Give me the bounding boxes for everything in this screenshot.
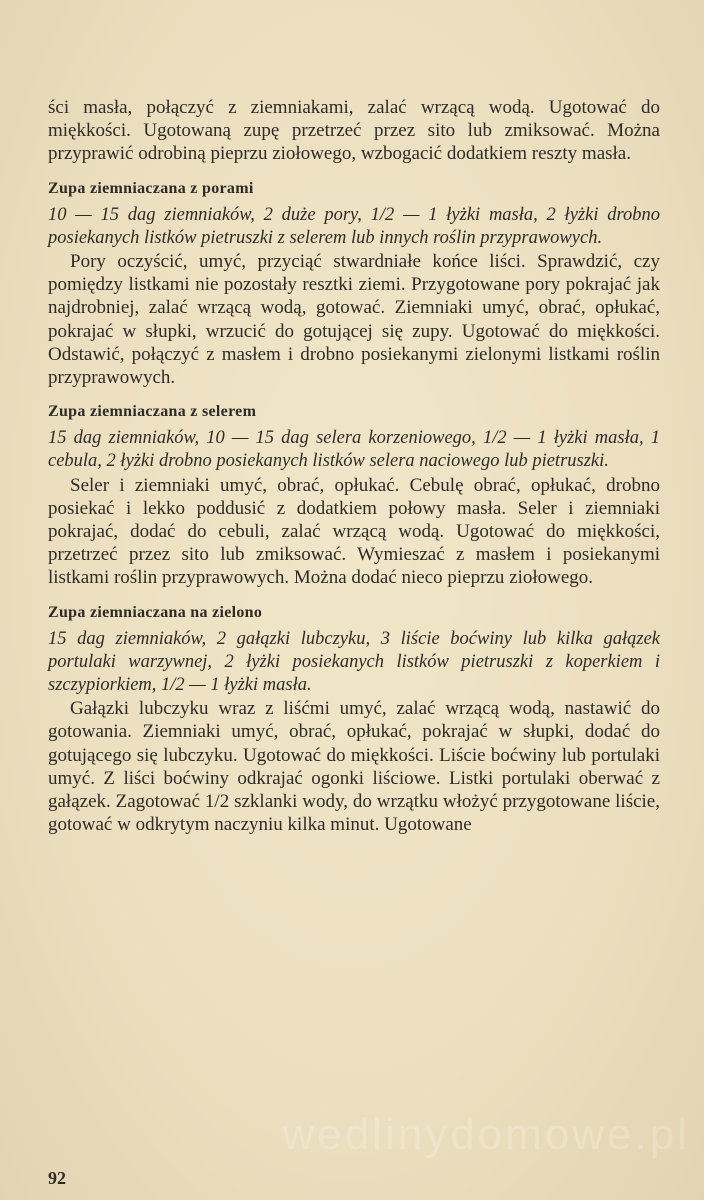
page-content [48, 96, 660, 836]
recipe-ingredients: 15 dag ziemniaków, 2 gałązki lubczyku, 3 liście boćwiny lub kilka gałązek portulaki warzywnej, 2 łyżki posiekanych listków pietruszki z koperkiem i szczypiorkiem, 1/2 — 1 łyżki masła. [48, 628, 660, 696]
watermark: wedlinydomowe.pl [282, 1110, 690, 1159]
recipe-instructions: Pory oczyścić, umyć, przyciąć stwardniałe końce liści. Sprawdzić, czy pomiędzy listkami nie pozostały resztki ziemi. Przygotowane pory pokrajać jak najdrobniej, zalać wrzącą wodą, gotować. Ziemniaki umyć, obrać, opłukać, pokrajać w słupki, wrzucić do gotującej się zupy. Ugotować do miękkości. Odstawić, połączyć z masłem i drobno posiekanymi zielonymi listkami roślin przyprawowych. [48, 251, 660, 389]
recipe-porami [48, 180, 660, 390]
recipe-instructions: Gałązki lubczyku wraz z liśćmi umyć, zalać wrzącą wodą, nastawić do gotowania. Ziemniaki umyć, obrać, opłukać, pokrajać w słupki, dodać do gotującego się lubczyku. Ugotować do miękkości. Liście boćwiny lub portulaki umyć. Z liści boćwiny odkrajać ogonki liściowe. Listki portulaki oberwać z gałązek. Zagotować 1/2 szklanki wody, do wrzątku włożyć przygotowane liście, gotować w odkrytym naczyniu kilka minut. Ugotowane [48, 698, 660, 836]
recipe-title: Zupa ziemniaczana z porami [48, 179, 254, 197]
recipe-selerem [48, 403, 660, 589]
recipe-instructions: Seler i ziemniaki umyć, obrać, opłukać. Cebulę obrać, opłukać, drobno posiekać i lekko poddusić z dodatkiem połowy masła. Seler i ziemniaki pokrajać, dodać do cebuli, zalać wrzącą wodą. Ugotować do miękkości, przetrzeć przez sito lub zmiksować. Wymieszać z masłem i posiekanymi listkami roślin przyprawowych. Można dodać nieco pieprzu ziołowego. [48, 474, 660, 589]
recipe-title: Zupa ziemniaczana na zielono [48, 603, 263, 621]
page-number: 92 [48, 1168, 66, 1188]
recipe-title: Zupa ziemniaczana z selerem [48, 403, 257, 421]
recipe-ingredients: 15 dag ziemniaków, 10 — 15 dag selera korzeniowego, 1/2 — 1 łyżki masła, 1 cebula, 2 łyżki drobno posiekanych listków selera naciowego lub pietruszki. [48, 428, 660, 472]
recipe-ingredients: 10 — 15 dag ziemniaków, 2 duże pory, 1/2 — 1 łyżki masła, 2 łyżki drobno posiekanych listków pietruszki z selerem lub innych roślin przyprawowych. [48, 204, 660, 248]
recipe-na-zielono [48, 604, 660, 837]
intro-paragraph: ści masła, połączyć z ziemniakami, zalać wrzącą wodą. Ugotować do miękkości. Ugotowaną zupę przetrzeć przez sito lub zmiksować. Można przyprawić odrobiną pieprzu ziołowego, wzbogacić dodatkiem reszty masła. [48, 97, 660, 165]
